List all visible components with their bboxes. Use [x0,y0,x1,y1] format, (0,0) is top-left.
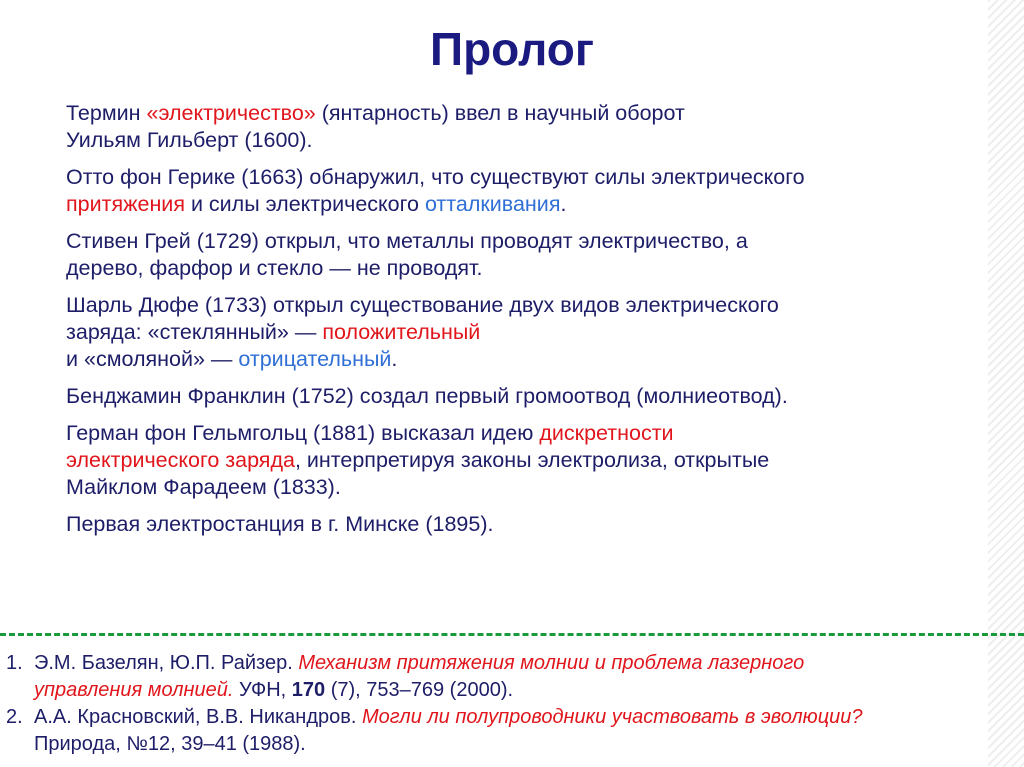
text: и силы электрического [184,192,425,216]
text: . [560,192,567,216]
reference-number: 1. [6,652,23,674]
text: Уильям Гильберт (1600). [66,128,313,152]
text: Майклом Фарадеем (1833). [66,475,341,499]
references-list [6,650,1006,758]
paragraph-gray [66,228,966,282]
reference-title-cont: управления молнией. [34,679,234,701]
term-attraction: притяжения [66,192,185,216]
reference-title: Механизм притяжения молнии и проблема лазерного [298,652,805,674]
text: . [391,347,398,371]
text: Термин [66,101,147,125]
paragraph-minsk [66,511,966,538]
text: дерево, фарфор и стекло — не проводят. [66,256,483,280]
text: (янтарность) ввел в научный оборот [315,101,685,125]
text: Стивен Грей (1729) открыл, что металлы проводят электричество, а [66,229,748,253]
reference-title: Могли ли полупроводники участвовать в эволюции? [362,706,863,728]
reference-authors: Э.М. Базелян, Ю.П. Райзер. [34,652,299,674]
term-discreteness: дискретности [539,421,674,445]
paragraph-guericke [66,164,966,218]
text: и «смоляной» — [66,347,239,371]
reference-number: 2. [6,706,23,728]
text: Отто фон Герике (1663) обнаружил, что существуют силы электрического [66,165,805,189]
slide-title: Пролог [430,23,594,75]
reference-journal: УФН, [233,679,292,701]
reference-volume: 170 [291,679,326,701]
dashed-separator [0,633,1024,636]
paragraph-gilbert [66,100,966,154]
text: заряда: «стеклянный» — [66,320,323,344]
reference-authors: А.А. Красновский, В.В. Никандров. [34,706,362,728]
reference-item [6,650,1006,704]
reference-text [34,650,1006,704]
term-electricity: «электричество» [146,101,316,125]
reference-details: Природа, №12, 39–41 (1988). [34,733,306,755]
paragraph-franklin [66,383,966,410]
paragraph-dufay [66,292,966,373]
term-positive: положительный [322,320,481,344]
term-electric-charge: электрического заряда [66,448,295,472]
reference-details: (7), 753–769 (2000). [325,679,514,701]
text: , интерпретируя законы электролиза, открытые [294,448,770,472]
text: Бенджамин Франклин (1752) создал первый громоотвод (молниеотвод). [66,384,788,408]
reference-text [34,704,1006,758]
term-negative: отрицательный [238,347,392,371]
slide-body [66,100,966,548]
text: Герман фон Гельмгольц (1881) высказал идею [66,421,540,445]
text: Первая электростанция в г. Минске (1895). [66,512,494,536]
reference-item [6,704,1006,758]
text: Шарль Дюфе (1733) открыл существование двух видов электрического [66,293,779,317]
paragraph-helmholtz [66,420,966,501]
term-repulsion: отталкивания [424,192,561,216]
